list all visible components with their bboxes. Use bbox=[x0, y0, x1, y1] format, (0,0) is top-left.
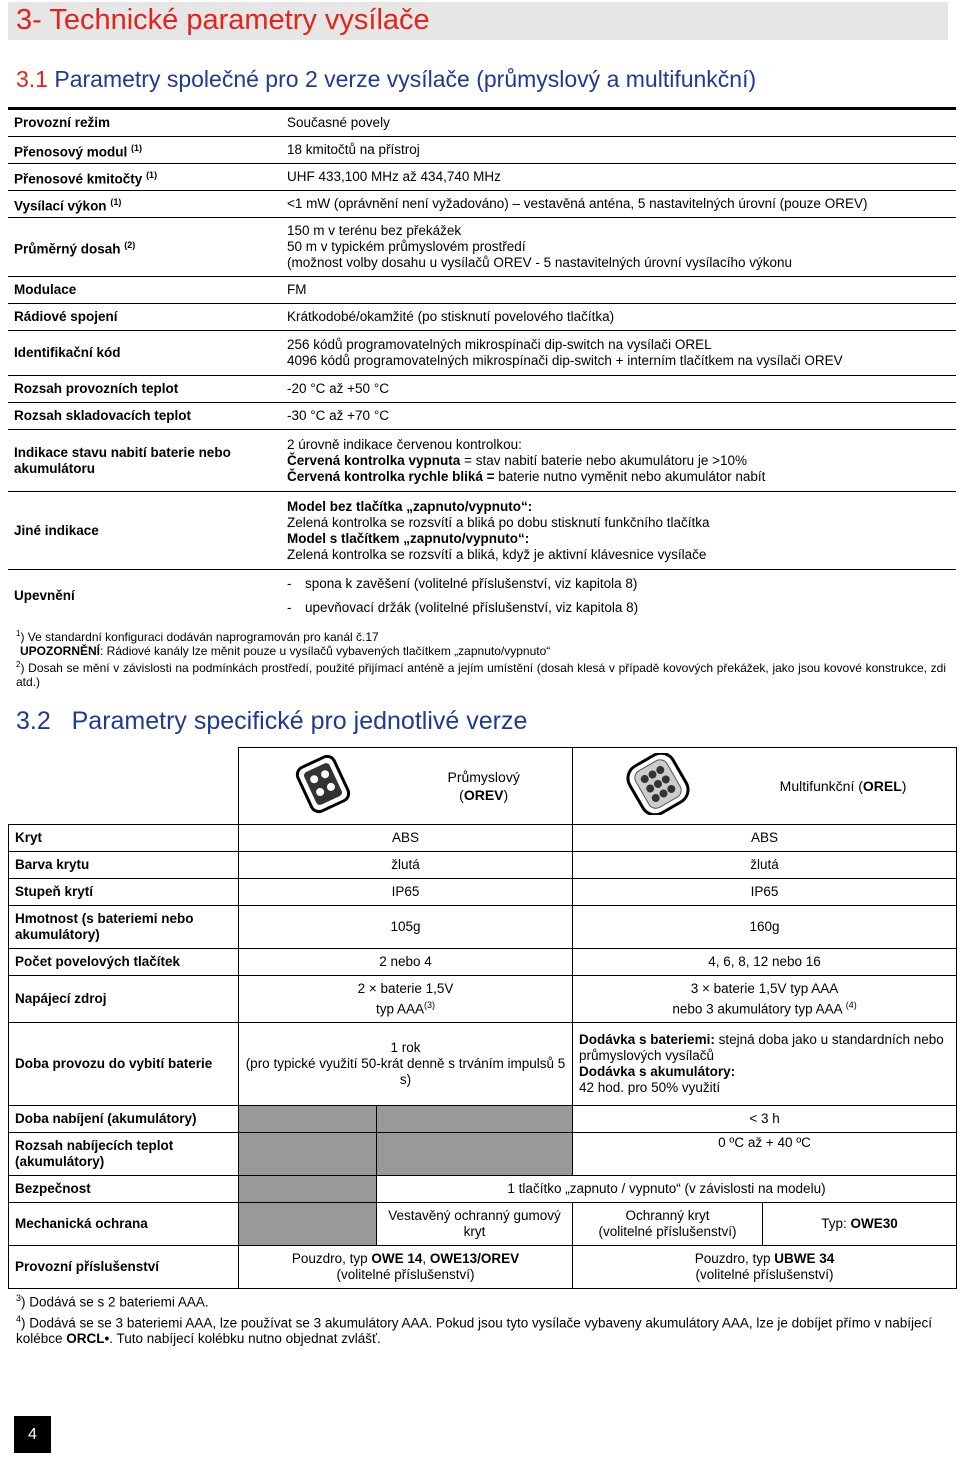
table-row: Barva krytu žlutá žlutá bbox=[9, 852, 957, 879]
table-row: Přenosové kmitočty $^{(1)}$ UHF 433,100 MHz až 434,740 MHz bbox=[8, 164, 956, 191]
table-row: Doba provozu do vybití baterie 1 rok (pro typické využití 50-krát denně s trváním impulsů 5 s) Dodávka s bateriemi: stejná doba jako u standardních nebo průmyslových vysílačů Dodávka s akumulátory: 42 hod. pro 50% využití bbox=[9, 1023, 957, 1106]
table-row: Bezpečnost 1 tlačítko „zapnuto / vypnuto“ (v závislosti na modelu) bbox=[9, 1176, 957, 1203]
footnotes-2: $^3$) Dodává se s 2 bateriemi AAA. $^4$) Dodává se se 3 bateriemi AAA, lze používat se 3 akumulátory AAA. Pokud jsou tyto vysílače vybaveny akumulátory AAA, lze je dobíjet přímo v nabíjecí kolébce ORCL•. Tuto nabíjecí kolébku nutno objednat zvlášť. bbox=[16, 1293, 932, 1346]
table-row: Identifikační kód 256 kódů programovatelných mikrospínači dip-switch na vysílači OREL 4096 kódů programovatelných mikrospínači dip-switch + interním tlačítkem na vysílači OREV bbox=[8, 331, 956, 376]
table-row: Modulace FM bbox=[8, 277, 956, 304]
section-2-title: 3.2 Parametry specifické pro jednotlivé verze bbox=[16, 707, 528, 735]
remote-multi-button-icon bbox=[623, 753, 693, 819]
table-row: Doba nabíjení (akumulátory) < 3 h bbox=[9, 1106, 957, 1133]
table-row: Rádiové spojení Krátkodobé/okamžité (po stisknutí povelového tlačítka) bbox=[8, 304, 956, 331]
common-params-table bbox=[8, 107, 956, 622]
page-number: 4 bbox=[14, 1416, 51, 1453]
table-row: Rozsah provozních teplot -20 °C až +50 °C bbox=[8, 376, 956, 403]
remote-2-button-icon bbox=[291, 754, 355, 818]
table-row: Rozsah skladovacích teplot -30 °C až +70 °C bbox=[8, 403, 956, 430]
table-row: Počet povelových tlačítek 2 nebo 4 4, 6, 8, 12 nebo 16 bbox=[9, 949, 957, 976]
table-row: Průměrný dosah $^{(2)}$ 150 m v terénu bez překážek 50 m v typickém průmyslovém prostředí (možnost volby dosahu u vysílačů OREV - 5 nastavitelných úrovní vysílacího výkonu bbox=[8, 218, 956, 277]
table-row: Průmyslový (OREV) Multifunkční (OREL) bbox=[9, 748, 957, 825]
specific-params-table bbox=[8, 747, 957, 1289]
table-row: Přenosový modul $^{(1)}$ 18 kmitočtů na přístroj bbox=[8, 137, 956, 164]
table-row: Jiné indikace Model bez tlačítka „zapnuto/vypnuto“: Zelená kontrolka se rozsvítí a bliká po dobu stisknutí funkčního tlačítka Model s tlačítkem „zapnuto/vypnuto“: Zelená kontrolka se rozsvítí a bliká, když je aktivní klávesnice vysílače bbox=[8, 492, 956, 570]
table-row: Hmotnost (s bateriemi nebo akumulátory) 105g 160g bbox=[9, 906, 957, 949]
table-row: Upevnění - spona k zavěšení (volitelné příslušenství, viz kapitola 8) - upevňovací držák (volitelné příslušenství, viz kapitola 8) bbox=[14, 576, 639, 615]
table-row: Mechanická ochrana Vestavěný ochranný gumový kryt Ochranný kryt (volitelné příslušenství) Typ: OWE30 bbox=[9, 1203, 957, 1246]
table-row: Vysílací výkon $^{(1)}$ <1 mW (oprávnění není vyžadováno) – vestavěná anténa, 5 nastavitelných úrovní (pouze OREV) bbox=[8, 191, 956, 218]
table-row: Rozsah nabíjecích teplot (akumulátory) 0 ºC až + 40 ºC bbox=[9, 1133, 957, 1176]
table-row: Provozní příslušenství Pouzdro, typ OWE 14, OWE13/OREV (volitelné příslušenství) Pouzdro, typ UBWE 34 (volitelné příslušenství) bbox=[9, 1246, 957, 1289]
table-row: Stupeň krytí IP65 IP65 bbox=[9, 879, 957, 906]
footnotes-1: $^1$) Ve standardní konfiguraci dodáván naprogramován pro kanál č.17 UPOZORNĚNÍ: Rádiové kanály lze měnit pouze u vysílačů vybavených tlačítkem „zapnuto/vypnuto“ $^2$) Dosah se mění v závislosti na podmínkách prostředí, použité přijímací anténě a jejím umístění (dosah klesá v případě kovových překážek, jako jsou kovové konstrukce, zdi atd.) bbox=[16, 629, 946, 689]
table-row: Indikace stavu nabití baterie nebo akumulátoru 2 úrovně indikace červenou kontrolkou: Červená kontrolka vypnuta = stav nabití baterie nebo akumulátoru je >10% Červená kontrolka rychle bliká = baterie nutno vyměnit nebo akumulátor nabít bbox=[8, 430, 956, 492]
table-row: Kryt ABS ABS bbox=[9, 825, 957, 852]
table-row: Napájecí zdroj 2 × baterie 1,5V typ AAA$^{(3)}$ 3 × baterie 1,5V typ AAA nebo 3 akumulátory typ AAA $^{(4)}$ bbox=[9, 976, 957, 1023]
page-title: 3- Technické parametry vysílače bbox=[16, 4, 430, 36]
section-1-title: 3.1 Parametry společné pro 2 verze vysílače (průmyslový a multifunkční) bbox=[16, 66, 757, 92]
table-row: Provozní režim Současné povely bbox=[8, 109, 956, 137]
